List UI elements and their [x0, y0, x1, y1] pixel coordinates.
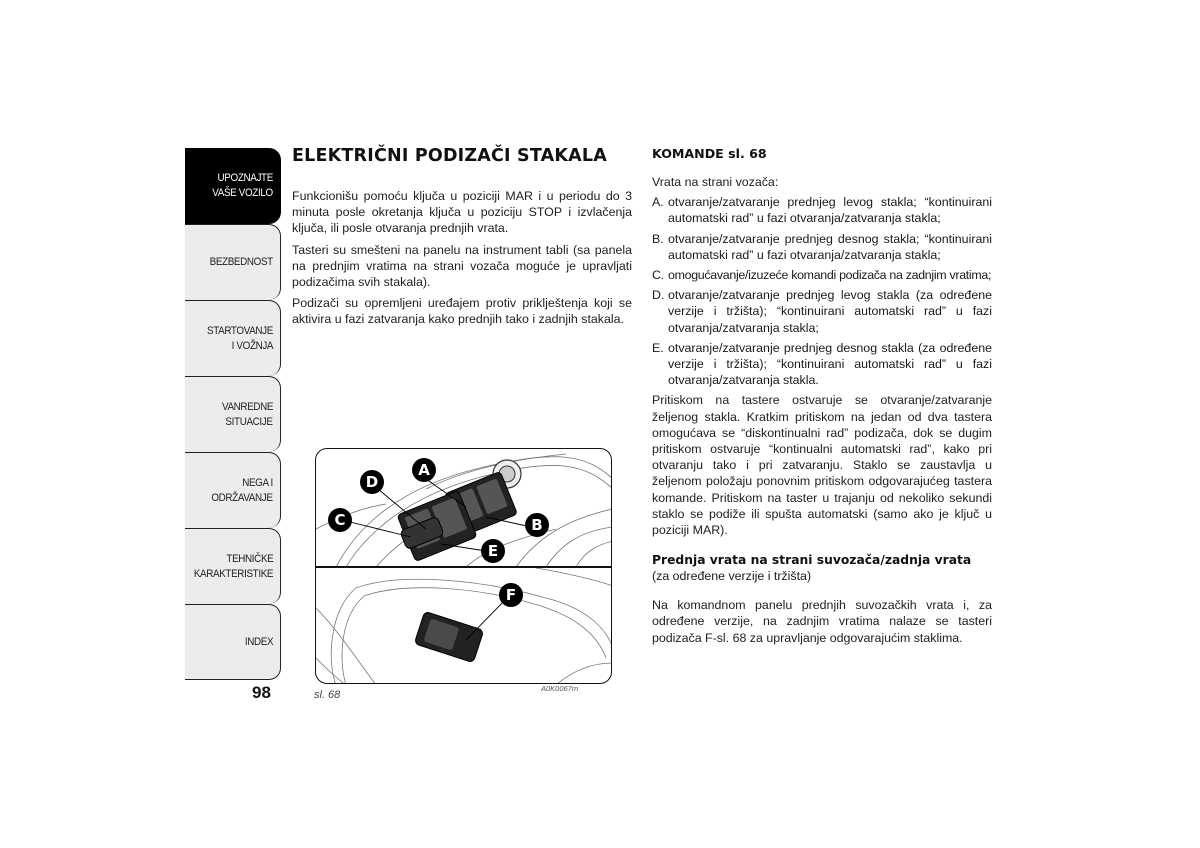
tab-startovanje-i-voznja[interactable]	[185, 300, 281, 376]
tab-nega-i-odrzavanje[interactable]	[185, 452, 281, 528]
list-label: D.	[652, 288, 665, 303]
list-item	[652, 267, 992, 283]
list-item	[652, 340, 992, 389]
tab-label-line2: SITUACIJE	[225, 415, 273, 428]
passenger-door-switch-drawing	[316, 568, 612, 684]
tab-label-line1: BEZBEDNOST	[209, 256, 273, 268]
list-label: C.	[652, 268, 664, 283]
list-text: otvaranje/zatvaranje prednjeg desnog stakla (za određene verzije i tržišta); “kontinuirani automatski rad” u fazi otvaranja/zatvaranja stakla.	[668, 340, 992, 388]
list-text: omogućavanje/izuzeće komandi podizača na zadnjim vratima;	[668, 268, 992, 283]
tab-tehnicke-karakteristike[interactable]	[185, 528, 281, 604]
intro-text: Vrata na strani vozača:	[652, 175, 779, 189]
figure-caption: sl. 68	[314, 689, 341, 701]
tab-index[interactable]	[185, 604, 281, 680]
list-item	[652, 231, 992, 263]
right-column	[652, 146, 992, 651]
list-label: B.	[652, 231, 664, 246]
callout-a: A	[412, 458, 436, 482]
tab-label-line1: TEHNIČKE	[226, 552, 273, 565]
paragraph: Podizači su opremljeni uređajem protiv priklještenja koji se aktivira u fazi zatvaranja kako prednjih tako i zadnjih stakala.	[292, 296, 632, 327]
tab-label-line2: KARAKTERISTIKE	[193, 567, 273, 580]
list-item	[652, 287, 992, 336]
tab-upoznajte-vase-vozilo[interactable]	[185, 148, 281, 224]
list-text: otvaranje/zatvaranje prednjeg levog stakla (za određene verzije i tržišta); “kontinuirani automatski rad” u fazi otvaranja/zatvaranja stakla;	[668, 288, 992, 335]
tab-vanredne-situacije[interactable]	[185, 376, 281, 452]
tab-label-line1: INDEX	[244, 635, 273, 648]
left-column	[292, 146, 632, 333]
tab-label-line1: NEGA I	[242, 476, 273, 489]
tab-bezbednost[interactable]	[185, 224, 281, 300]
driver-door-panel-illustration	[315, 448, 612, 567]
chapter-tabs	[185, 148, 281, 680]
figure-code: A0K0067m	[541, 684, 579, 693]
list-label: E.	[652, 340, 664, 355]
tab-label-line2: ODRŽAVANJE	[211, 491, 273, 504]
list-label: A.	[652, 195, 664, 210]
callout-e: E	[481, 539, 505, 563]
list-text: otvaranje/zatvaranje prednjeg levog stakla; “kontinuirani automatski rad” u fazi otvaranja/zatvaranja stakla;	[668, 195, 992, 226]
body-paragraph: Pritiskom na tastere ostvaruje se otvaranje/zatvaranje željenog stakla. Kratkim pritiskom na jedan od dva tastera omogućava se “diskontinualni rad” podizača, dok se dugim pritiskom ostvaruje “kontinualni automatski rad”, kako pri otvaranju tako i pri zatvaranju. Staklo se zaustavlja u željenom položaju ponovnim pritiskom odgovarajućeg tastera komande. Pritiskom na taster u trajanju od nekoliko sekundi staklo se podiže ili spušta automatski (samo ako je ključ u poziciji MAR).	[652, 393, 992, 538]
paragraph: Tasteri su smešteni na panelu na instrument tabli (sa panela na prednjim vratima na strani vozača moguće je upravljati podizačima svih stakala).	[292, 242, 632, 290]
paragraph: Funkcionišu pomoću ključa u poziciji MAR i u periodu do 3 minuta posle okretanja ključa u poziciju STOP i izvlačenja ključa, ili posle otvaranja prednjih vrata.	[292, 189, 632, 236]
tab-label-line1: STARTOVANJE	[207, 324, 273, 337]
page-title: ELEKTRIČNI PODIZAČI STAKALA	[292, 146, 607, 166]
list-item	[652, 194, 992, 226]
tab-label-line2: VAŠE VOZILO	[212, 187, 273, 199]
page-number: 98	[252, 683, 271, 702]
passenger-door-panel-illustration	[315, 567, 612, 684]
tab-label-line2: I VOŽNJA	[231, 339, 273, 352]
driver-door-switches-drawing	[316, 449, 612, 567]
list-text: otvaranje/zatvaranje prednjeg desnog stakla; “kontinuirani automatski rad” u fazi otvaranja/zatvaranja stakla;	[668, 231, 992, 262]
subsection-body: Na komandnom panelu prednjih suvozačkih vrata i, za određene verzije, na zadnjim vratima nalaze se tasteri podizača F-sl. 68 za upravljanje odgovarajućim staklima.	[652, 598, 992, 645]
callout-f: F	[499, 583, 523, 607]
callout-c: C	[328, 508, 352, 532]
subsection-note: (za određene verzije i tržišta)	[652, 569, 812, 584]
subsection-title: Prednja vrata na strani suvozača/zadnja vrata	[652, 553, 972, 568]
tab-label-line1: VANREDNE	[221, 400, 273, 413]
callout-d: D	[360, 470, 384, 494]
section-title: KOMANDE sl. 68	[652, 146, 767, 161]
callout-b: B	[525, 513, 549, 537]
tab-label-line1: UPOZNAJTE	[217, 172, 273, 184]
figure-window-switches	[315, 448, 612, 684]
